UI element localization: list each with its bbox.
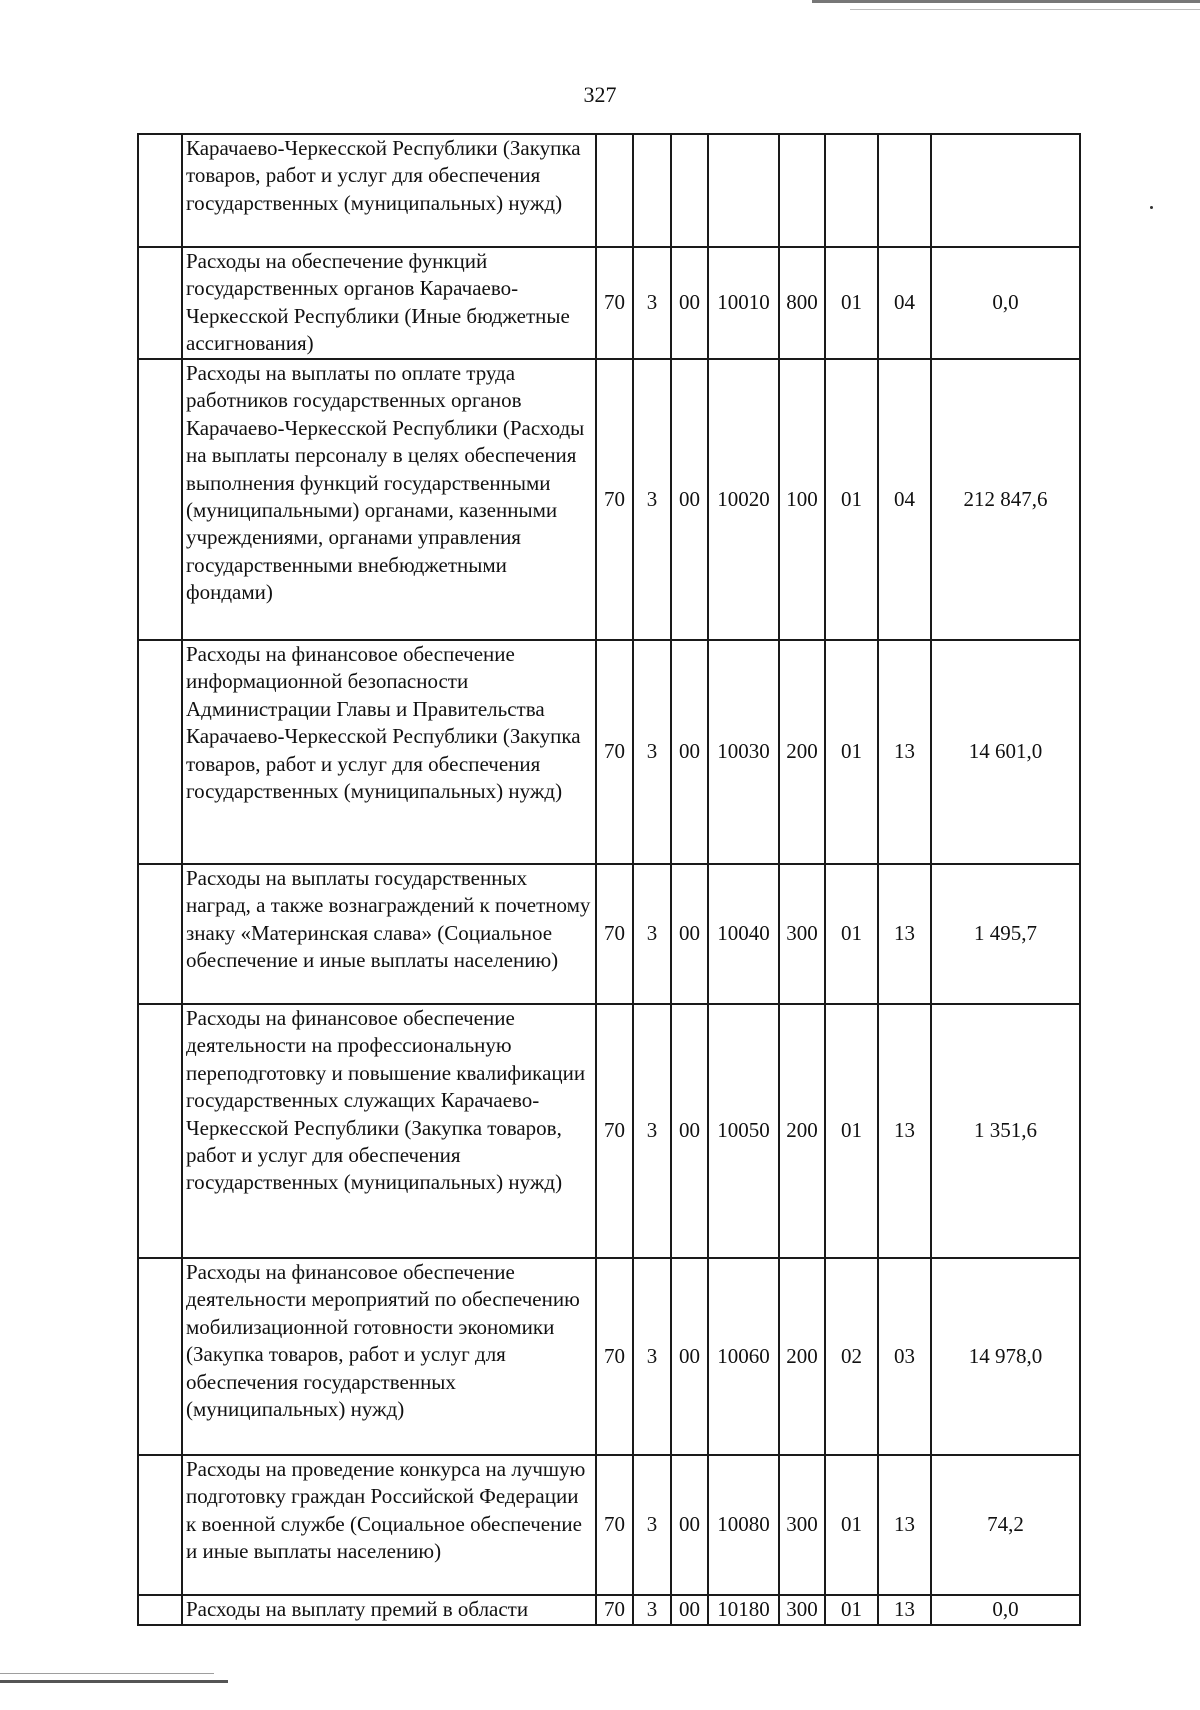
code-cell: 01 — [825, 864, 878, 1004]
code-cell — [671, 134, 708, 247]
blank-cell — [138, 359, 182, 640]
code-cell: 10080 — [708, 1455, 779, 1595]
code-cell: 01 — [825, 640, 878, 864]
description-cell: Расходы на выплату премий в области — [182, 1595, 596, 1625]
scan-edge-bottom — [0, 1680, 228, 1683]
amount-cell: 212 847,6 — [931, 359, 1080, 640]
scan-edge-top — [812, 0, 1200, 3]
amount-cell: 0,0 — [931, 1595, 1080, 1625]
table-row — [138, 359, 1080, 640]
code-cell — [708, 134, 779, 247]
code-cell: 00 — [671, 1258, 708, 1455]
code-cell: 00 — [671, 640, 708, 864]
table-row — [138, 1455, 1080, 1595]
code-cell: 13 — [878, 1455, 931, 1595]
table-row — [138, 640, 1080, 864]
code-cell: 01 — [825, 359, 878, 640]
code-cell: 03 — [878, 1258, 931, 1455]
amount-cell: 0,0 — [931, 247, 1080, 359]
code-cell: 3 — [633, 1258, 671, 1455]
code-cell: 70 — [596, 1455, 633, 1595]
blank-cell — [138, 1595, 182, 1625]
code-cell: 00 — [671, 864, 708, 1004]
amount-cell — [931, 134, 1080, 247]
code-cell: 00 — [671, 1004, 708, 1258]
blank-cell — [138, 864, 182, 1004]
code-cell: 3 — [633, 864, 671, 1004]
code-cell: 300 — [779, 1595, 825, 1625]
code-cell: 00 — [671, 359, 708, 640]
scan-speck — [1150, 206, 1153, 209]
blank-cell — [138, 1455, 182, 1595]
blank-cell — [138, 134, 182, 247]
table-row — [138, 1595, 1080, 1625]
page-number: 327 — [583, 82, 617, 107]
description-cell: Расходы на финансовое обеспечение деятельности мероприятий по обеспечению мобилизационной готовности экономики (Закупка товаров, работ и услуг для обеспечения государственных (муниципальных) нужд) — [182, 1258, 596, 1455]
code-cell: 01 — [825, 1595, 878, 1625]
code-cell: 10040 — [708, 864, 779, 1004]
code-cell: 10180 — [708, 1595, 779, 1625]
amount-cell: 1 495,7 — [931, 864, 1080, 1004]
description-cell: Расходы на проведение конкурса на лучшую подготовку граждан Российской Федерации к военной службе (Социальное обеспечение и иные выплаты населению) — [182, 1455, 596, 1595]
budget-table — [137, 133, 1081, 1626]
table-row — [138, 1258, 1080, 1455]
code-cell: 100 — [779, 359, 825, 640]
amount-cell: 74,2 — [931, 1455, 1080, 1595]
description-cell: Расходы на финансовое обеспечение деятельности на профессиональную переподготовку и повышение квалификации государственных служащих Карачаево-Черкесской Республики (Закупка товаров, работ и услуг для обеспечения государственных (муниципальных) нужд) — [182, 1004, 596, 1258]
code-cell: 3 — [633, 1595, 671, 1625]
code-cell — [825, 134, 878, 247]
description-cell: Расходы на обеспечение функций государственных органов Карачаево-Черкесской Республики (Иные бюджетные ассигнования) — [182, 247, 596, 359]
code-cell: 800 — [779, 247, 825, 359]
code-cell: 70 — [596, 247, 633, 359]
code-cell: 00 — [671, 1595, 708, 1625]
code-cell: 00 — [671, 1455, 708, 1595]
code-cell: 10010 — [708, 247, 779, 359]
code-cell: 300 — [779, 1455, 825, 1595]
description-cell: Карачаево-Черкесской Республики (Закупка товаров, работ и услуг для обеспечения государственных (муниципальных) нужд) — [182, 134, 596, 247]
code-cell: 13 — [878, 1004, 931, 1258]
code-cell: 04 — [878, 247, 931, 359]
description-cell: Расходы на выплаты государственных наград, а также вознаграждений к почетному знаку «Материнская слава» (Социальное обеспечение и иные выплаты населению) — [182, 864, 596, 1004]
code-cell: 3 — [633, 640, 671, 864]
blank-cell — [138, 1004, 182, 1258]
table-row — [138, 134, 1080, 247]
code-cell: 300 — [779, 864, 825, 1004]
code-cell: 00 — [671, 247, 708, 359]
code-cell: 200 — [779, 640, 825, 864]
blank-cell — [138, 640, 182, 864]
amount-cell: 14 601,0 — [931, 640, 1080, 864]
table-row — [138, 247, 1080, 359]
code-cell: 04 — [878, 359, 931, 640]
table-row — [138, 1004, 1080, 1258]
code-cell: 3 — [633, 359, 671, 640]
code-cell: 01 — [825, 1455, 878, 1595]
code-cell: 200 — [779, 1004, 825, 1258]
table-row — [138, 864, 1080, 1004]
code-cell: 70 — [596, 359, 633, 640]
code-cell: 01 — [825, 247, 878, 359]
code-cell — [779, 134, 825, 247]
code-cell: 10020 — [708, 359, 779, 640]
code-cell: 13 — [878, 864, 931, 1004]
amount-cell: 1 351,6 — [931, 1004, 1080, 1258]
blank-cell — [138, 1258, 182, 1455]
code-cell: 3 — [633, 1004, 671, 1258]
code-cell: 3 — [633, 247, 671, 359]
code-cell — [596, 134, 633, 247]
code-cell: 70 — [596, 864, 633, 1004]
code-cell: 70 — [596, 1004, 633, 1258]
code-cell: 10030 — [708, 640, 779, 864]
code-cell — [633, 134, 671, 247]
code-cell: 70 — [596, 1258, 633, 1455]
code-cell: 13 — [878, 640, 931, 864]
description-cell: Расходы на выплаты по оплате труда работников государственных органов Карачаево-Черкесской Республики (Расходы на выплаты персоналу в целях обеспечения выполнения функций государственными (муниципальными) органами, казенными учреждениями, органами управления государственными внебюджетными фондами) — [182, 359, 596, 640]
code-cell: 70 — [596, 640, 633, 864]
code-cell: 13 — [878, 1595, 931, 1625]
code-cell: 10060 — [708, 1258, 779, 1455]
code-cell: 70 — [596, 1595, 633, 1625]
scan-edge-top-thin — [850, 9, 1200, 10]
scan-edge-bottom-thin — [0, 1673, 214, 1674]
code-cell: 01 — [825, 1004, 878, 1258]
code-cell: 200 — [779, 1258, 825, 1455]
code-cell — [878, 134, 931, 247]
blank-cell — [138, 247, 182, 359]
amount-cell: 14 978,0 — [931, 1258, 1080, 1455]
code-cell: 10050 — [708, 1004, 779, 1258]
description-cell: Расходы на финансовое обеспечение информационной безопасности Администрации Главы и Правительства Карачаево-Черкесской Республики (Закупка товаров, работ и услуг для обеспечения государственных (муниципальных) нужд) — [182, 640, 596, 864]
code-cell: 02 — [825, 1258, 878, 1455]
code-cell: 3 — [633, 1455, 671, 1595]
